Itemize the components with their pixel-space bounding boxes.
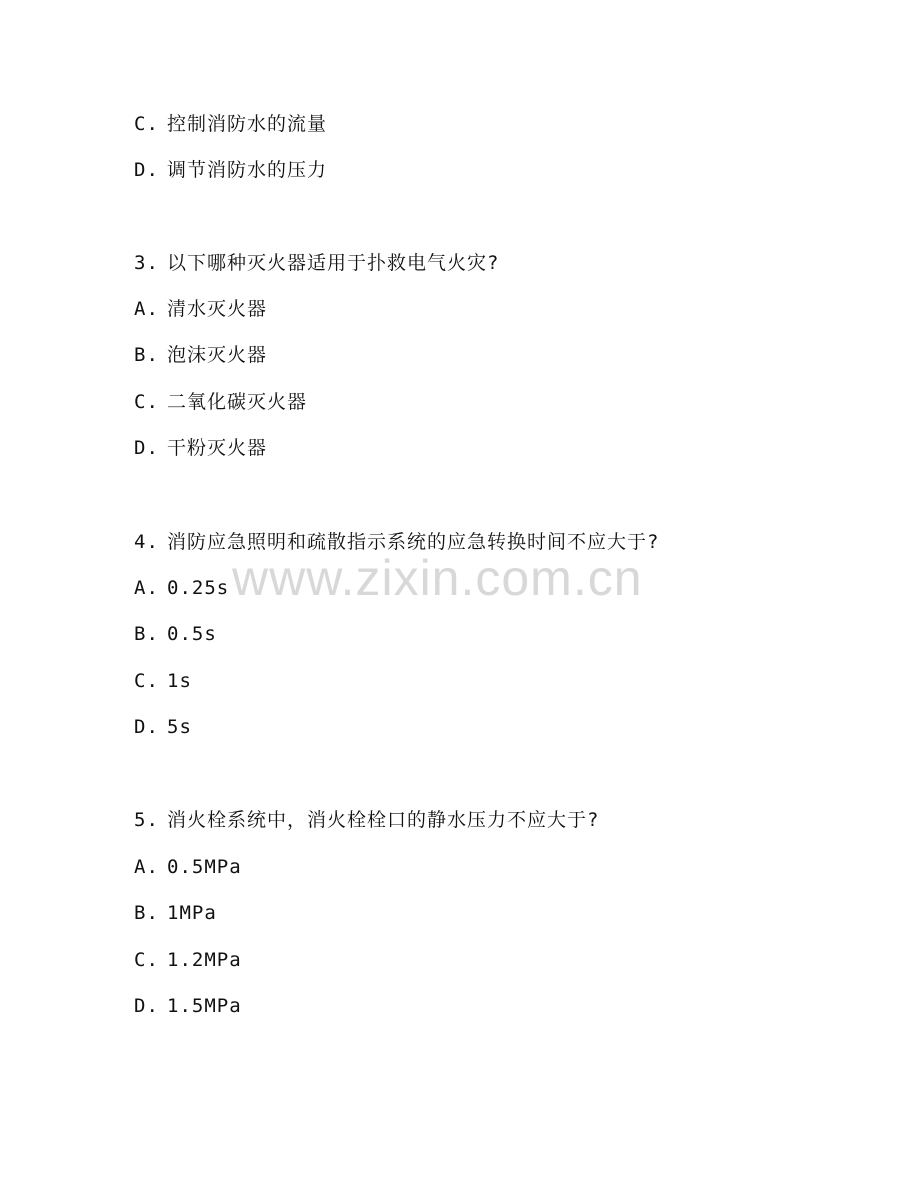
- option-c: [134, 112, 327, 136]
- option-d: [134, 994, 242, 1018]
- question-number: 4.: [134, 531, 159, 553]
- question-text: 以下哪种灭火器适用于扑救电气火灾?: [167, 252, 500, 274]
- option-text: 控制消防水的流量: [167, 113, 328, 135]
- option-d: [134, 436, 267, 460]
- option-text: 5s: [167, 716, 192, 738]
- option-mark: C.: [134, 113, 159, 135]
- option-text: 二氧化碳灭火器: [167, 391, 308, 413]
- option-b: [134, 343, 267, 367]
- option-mark: A.: [134, 577, 159, 599]
- option-mark: C.: [134, 670, 159, 692]
- option-mark: B.: [134, 344, 159, 366]
- question-number: 5.: [134, 809, 159, 831]
- option-text: 1.5MPa: [167, 995, 242, 1017]
- option-mark: C.: [134, 949, 159, 971]
- option-text: 泡沫灭火器: [167, 344, 268, 366]
- option-mark: A.: [134, 856, 159, 878]
- option-mark: B.: [134, 623, 159, 645]
- option-b: [134, 622, 217, 646]
- option-mark: D.: [134, 716, 159, 738]
- option-text: 1s: [167, 670, 192, 692]
- option-mark: B.: [134, 902, 159, 924]
- option-mark: D.: [134, 995, 159, 1017]
- option-text: 0.5s: [167, 623, 217, 645]
- question-5: [134, 808, 599, 832]
- option-text: 0.5MPa: [167, 856, 242, 878]
- option-text: 0.25s: [167, 577, 230, 599]
- option-text: 干粉灭火器: [167, 437, 268, 459]
- watermark: www.zixin.com.cn: [232, 550, 643, 606]
- option-c: [134, 390, 307, 414]
- question-text: 消火栓系统中，消火栓栓口的静水压力不应大于?: [167, 809, 600, 831]
- option-b: [134, 901, 217, 925]
- option-a: [134, 576, 229, 600]
- option-mark: C.: [134, 391, 159, 413]
- option-a: [134, 855, 242, 879]
- option-text: 调节消防水的压力: [167, 159, 328, 181]
- option-c: [134, 948, 242, 972]
- option-text: 1MPa: [167, 902, 217, 924]
- option-mark: D.: [134, 437, 159, 459]
- option-c: [134, 669, 192, 693]
- question-4: [134, 530, 659, 554]
- option-mark: D.: [134, 159, 159, 181]
- question-number: 3.: [134, 252, 159, 274]
- option-a: [134, 297, 267, 321]
- option-text: 清水灭火器: [167, 298, 268, 320]
- option-mark: A.: [134, 298, 159, 320]
- option-d: [134, 158, 327, 182]
- question-3: [134, 251, 499, 275]
- option-d: [134, 715, 192, 739]
- option-text: 1.2MPa: [167, 949, 242, 971]
- question-text: 消防应急照明和疏散指示系统的应急转换时间不应大于?: [167, 531, 660, 553]
